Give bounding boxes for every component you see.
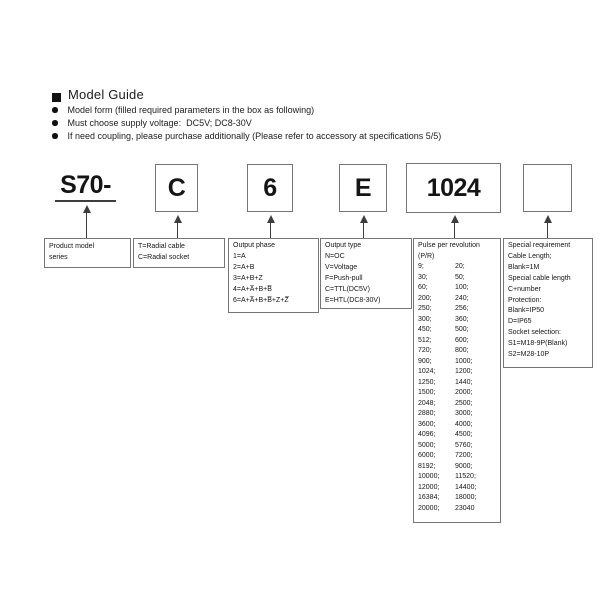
pr-row <box>418 399 498 410</box>
legend-line: series <box>49 254 68 261</box>
pr-value-col2: 4000; <box>455 420 473 428</box>
pr-value-col1: 1500; <box>418 389 436 396</box>
pr-row <box>418 325 498 336</box>
pr-value-col2: 4500; <box>455 431 473 438</box>
legend-line: Blank=1M <box>508 263 540 271</box>
pr-value-col1: 250; <box>418 305 432 312</box>
code-box-output-form: C <box>155 164 198 212</box>
legend-line: Output type <box>325 242 362 249</box>
legend-line: 3=A+B+Z <box>233 274 263 282</box>
pr-row <box>418 262 498 273</box>
bullet-text: If need coupling, please purchase additionally (Please refer to accessory at specifications 5/5) <box>67 131 442 141</box>
pr-row <box>418 357 498 368</box>
pr-value-col1: 8192; <box>418 462 436 470</box>
section-square-icon <box>52 93 61 102</box>
pr-value-col2: 23040 <box>455 504 475 512</box>
pr-value-col2: 7200; <box>455 452 473 459</box>
legend-line: Blank=IP50 <box>508 307 544 315</box>
pr-row <box>418 315 498 326</box>
pr-row <box>418 462 498 473</box>
bullet-text: Model form (filled required parameters in the box as following) <box>67 105 315 115</box>
pr-row <box>418 346 498 357</box>
pr-row <box>418 294 498 305</box>
pr-value-col1: 300; <box>418 315 432 323</box>
pr-value-col2: 20; <box>455 263 465 270</box>
pr-value-col1: 20000; <box>418 504 440 512</box>
pr-table <box>418 262 498 514</box>
pr-value-col1: 1250; <box>418 378 436 386</box>
code-box-output-type: E <box>339 164 387 212</box>
pr-value-col1: 12000; <box>418 483 440 491</box>
legend-line: F=Push-pull <box>325 274 363 282</box>
pr-value-col2: 18000; <box>455 494 477 501</box>
pr-value-col2: 1200; <box>455 368 473 375</box>
pr-value-col1: 450; <box>418 326 432 333</box>
legend-line: C=TTL(DC5V) <box>325 285 370 293</box>
legend-line: 4=A+A̅+B+B̅ <box>233 285 272 293</box>
pr-row <box>418 430 498 441</box>
bullet-item <box>52 104 572 116</box>
legend-pulse-per-revolution <box>413 238 501 523</box>
pr-value-col1: 10000; <box>418 473 440 480</box>
pr-value-col2: 5760; <box>455 441 473 449</box>
legend-line: Output phase <box>233 242 276 249</box>
code-box-pulse-per-revolution: 1024 <box>406 163 501 213</box>
pr-value-col2: 1000; <box>455 357 473 365</box>
pr-value-col2: 800; <box>455 347 469 354</box>
arrow-up-icon <box>177 222 178 238</box>
legend-line: Special requirement <box>508 242 571 249</box>
legend-output-form <box>133 238 225 268</box>
pr-value-col1: 9; <box>418 263 424 270</box>
legend-line: 2=A+B <box>233 263 255 271</box>
pr-value-col2: 100; <box>455 284 469 291</box>
legend-line: V=Voltage <box>325 263 358 271</box>
pr-value-col2: 50; <box>455 273 465 281</box>
bullet-item <box>52 130 572 142</box>
pr-row <box>418 367 498 378</box>
pr-value-col2: 2500; <box>455 399 473 407</box>
pr-row <box>418 493 498 504</box>
pr-row <box>418 283 498 294</box>
legend-line: C+number <box>508 285 541 293</box>
pr-value-col1: 2880; <box>418 410 436 417</box>
bullet-item <box>52 117 572 129</box>
pr-value-col2: 9000; <box>455 462 473 470</box>
code-box-special-requirement <box>523 164 572 212</box>
legend-line: Protection: <box>508 296 542 304</box>
pr-row <box>418 451 498 462</box>
legend-line: Cable Length; <box>508 252 552 260</box>
legend-subtitle: (P/R) <box>418 252 435 260</box>
pr-row <box>418 388 498 399</box>
series-prefix-label: S70- <box>55 170 116 202</box>
legend-line: 6=A+A̅+B+B̅+Z+Z̅ <box>233 296 289 304</box>
pr-value-col1: 200; <box>418 294 432 302</box>
code-box-output-phase: 6 <box>247 164 293 212</box>
legend-line: E=HTL(DC8-30V) <box>325 296 381 304</box>
bullet-text: Must choose supply voltage: DC5V; DC8-30V <box>67 118 252 128</box>
arrow-up-icon <box>547 222 548 238</box>
legend-line: C=Radial socket <box>138 254 190 261</box>
bullet-icon <box>52 120 58 126</box>
pr-value-col2: 240; <box>455 294 469 302</box>
legend-output-phase <box>228 238 319 313</box>
pr-value-col1: 2048; <box>418 399 436 407</box>
pr-row <box>418 336 498 347</box>
pr-value-col1: 1024; <box>418 368 436 375</box>
arrow-up-icon <box>363 222 364 238</box>
pr-value-col2: 2000; <box>455 389 473 396</box>
pr-value-col1: 3600; <box>418 420 436 428</box>
legend-line: T=Radial cable <box>138 243 185 250</box>
legend-line: Special cable length <box>508 274 571 282</box>
legend-title: Pulse per revolution <box>418 242 480 249</box>
pr-row <box>418 420 498 431</box>
arrow-up-icon <box>86 212 87 238</box>
pr-value-col2: 600; <box>455 336 469 344</box>
pr-value-col1: 4096; <box>418 431 436 438</box>
pr-row <box>418 472 498 483</box>
legend-special-requirement <box>503 238 593 368</box>
pr-row <box>418 304 498 315</box>
page-title: Model Guide <box>68 87 144 102</box>
legend-line: S1=M18-9P(Blank) <box>508 340 568 348</box>
arrow-up-icon <box>270 222 271 238</box>
pr-value-col2: 500; <box>455 326 469 333</box>
pr-value-col2: 1440; <box>455 378 473 386</box>
legend-line: S2=M28-10P <box>508 351 550 359</box>
pr-value-col1: 6000; <box>418 452 436 459</box>
pr-value-col2: 14400; <box>455 483 477 491</box>
bullet-icon <box>52 107 58 113</box>
pr-value-col2: 11520; <box>455 473 476 480</box>
pr-row <box>418 504 498 515</box>
pr-row <box>418 378 498 389</box>
pr-row <box>418 483 498 494</box>
pr-value-col2: 360; <box>455 315 469 323</box>
pr-value-col2: 3000; <box>455 410 473 417</box>
pr-value-col1: 30; <box>418 273 428 281</box>
pr-value-col1: 16384; <box>418 494 440 501</box>
pr-row <box>418 441 498 452</box>
legend-line: N=OC <box>325 252 345 260</box>
pr-value-col1: 60; <box>418 284 428 291</box>
pr-value-col1: 5000; <box>418 441 436 449</box>
legend-line: Socket selection: <box>508 329 561 337</box>
legend-line: 1=A <box>233 252 246 260</box>
pr-value-col2: 256; <box>455 305 469 312</box>
pr-value-col1: 512; <box>418 336 432 344</box>
pr-row <box>418 409 498 420</box>
legend-line: Product model <box>49 243 95 250</box>
bullet-icon <box>52 133 58 139</box>
legend-line: D=IP65 <box>508 318 532 326</box>
legend-product-model-series <box>44 238 131 268</box>
arrow-up-icon <box>454 222 455 238</box>
pr-value-col1: 720; <box>418 347 432 354</box>
legend-output-type <box>320 238 412 309</box>
pr-row <box>418 273 498 284</box>
pr-value-col1: 900; <box>418 357 432 365</box>
